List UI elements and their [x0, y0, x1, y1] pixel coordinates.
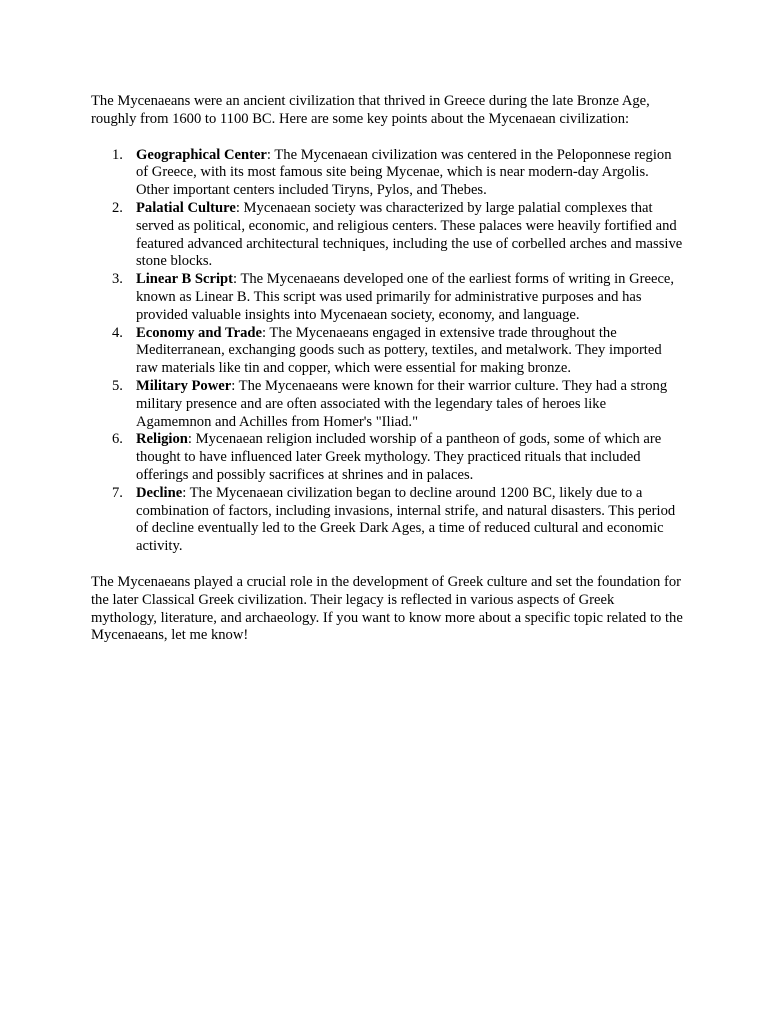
list-item: [112, 484, 683, 556]
list-item-term: Decline: [136, 484, 183, 501]
list-item-term: Military Power: [136, 377, 232, 394]
list-item-text: : The Mycenaeans were known for their warrior culture. They had a strong military presence and are often associated with the legendary tales of heroes like Agamemnon and Achilles from Homer's "Iliad.": [136, 377, 668, 430]
list-item-number: 2.: [112, 199, 123, 216]
list-item-text: : The Mycenaean civilization was centered in the Peloponnese region of Greece, with its most famous site being Mycenae, which is near modern-day Argolis. Other important centers included Tiryns, Pylos, and Thebes.: [136, 146, 672, 199]
list-item-term: Economy and Trade: [136, 324, 262, 341]
list-item-number: 1.: [112, 146, 123, 163]
list-item: [112, 324, 683, 378]
list-item-text: : The Mycenaeans developed one of the earliest forms of writing in Greece, known as Linear B. This script was used primarily for administrative purposes and has provided valuable insights into Mycenaean society, economy, and language.: [136, 271, 675, 323]
list-item-number: 5.: [112, 377, 123, 394]
list-item-term: Linear B Script: [136, 271, 234, 288]
intro-paragraph: The Mycenaeans were an ancient civilization that thrived in Greece during the late Bronze Age, roughly from 1600 to 1100 BC. Here are some key points about the Mycenaean civilization:: [91, 93, 650, 127]
list-item: [112, 431, 683, 484]
list-item-text: : The Mycenaean civilization began to decline around 1200 BC, likely due to a combination of factors, including invasions, internal strife, and natural disasters. This period of decline eventually led to the Greek Dark Ages, a time of reduced cultural and economic activity.: [136, 484, 676, 555]
list-item-number: 4.: [112, 324, 123, 341]
list-item-text: : Mycenaean religion included worship of a pantheon of gods, some of which are thought to have influenced later Greek mythology. They practiced rituals that included offerings and possibly sacrifices at shrines and in palaces.: [136, 431, 662, 483]
list-item-number: 7.: [112, 484, 123, 501]
document-page: [91, 93, 683, 645]
list-item-number: 3.: [112, 271, 123, 288]
list-item-number: 6.: [112, 431, 123, 448]
list-item: [112, 271, 683, 324]
list-item-term: Palatial Culture: [136, 199, 236, 216]
list-item-text: : Mycenaean society was characterized by large palatial complexes that served as political, economic, and religious centers. These palaces were heavily fortified and featured advanced architectural techniques, including the use of corbelled arches and massive stone blocks.: [136, 199, 683, 270]
key-points-list: [91, 147, 683, 556]
list-item-term: Religion: [136, 431, 188, 448]
list-item: [112, 146, 683, 200]
list-item-text: : The Mycenaeans engaged in extensive trade throughout the Mediterranean, exchanging goods such as pottery, textiles, and metalwork. They imported raw materials like tin and copper, which were essential for making bronze.: [136, 324, 662, 377]
list-item: [112, 377, 683, 431]
list-item: [112, 199, 683, 271]
conclusion-paragraph: The Mycenaeans played a crucial role in the development of Greek culture and set the foundation for the later Classical Greek civilization. Their legacy is reflected in various aspects of Greek mythology, literature, and archaeology. If you want to know more about a specific topic related to the Mycenaeans, let me know!: [91, 573, 683, 644]
list-item-term: Geographical Center: [136, 146, 267, 163]
